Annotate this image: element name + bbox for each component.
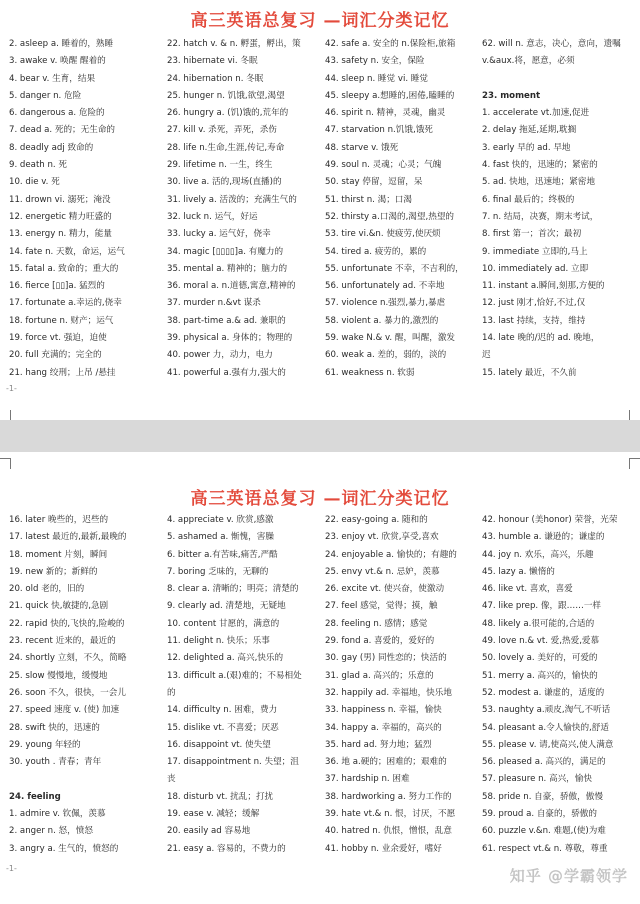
vocab-entry: 60. weak a. 差的，弱的，淡的 [325, 350, 447, 361]
vocab-entry: 12. energetic 精力旺盛的 [9, 211, 112, 222]
vocab-entry: 24. enjoyable a. 愉快的；有趣的 [325, 549, 457, 560]
vocab-entry: 52. thirsty a.口渴的,渴望,热望的 [325, 211, 455, 222]
vocab-entry: 16. later 晚些的，迟些的 [9, 515, 109, 525]
vocab-entry: 8. deadly adj 致命的 [9, 142, 94, 153]
vocab-entry: 52. modest a. 谦虚的，适度的 [482, 687, 605, 698]
vocab-entry: 12. delighted a. 高兴,快乐的 [167, 653, 284, 664]
vocab-entry: 4. bear v. 生育，结果 [9, 73, 96, 84]
vocab-entry: 24. hibernation n. 冬眠 [167, 73, 264, 84]
vocab-entry: 16. disappoint vt. 使失望 [167, 739, 271, 750]
vocab-entry: 11. delight n. 快乐；乐事 [167, 636, 270, 647]
vocab-entry: 4. fast 快的，迅速的；紧密的 [482, 160, 598, 171]
vocab-entry: 42. honour (美honor) 荣誉，光荣 [482, 515, 618, 525]
vocab-entry: 44. sleep n. 睡觉 vi. 睡觉 [325, 73, 428, 84]
vocab-entry: 50. stay 停留，逗留，呆 [325, 177, 423, 188]
word-column-1 [9, 512, 167, 858]
vocab-entry: 41. hobby n. 业余爱好，嗜好 [325, 843, 442, 854]
vocab-entry: 37. murder n.&vt 谋杀 [167, 298, 261, 309]
vocab-entry: 18. disturb vt. 扰乱；打扰 [167, 791, 274, 802]
vocab-entry: 10. die v. 死 [9, 177, 60, 188]
page-number: -1- [6, 864, 17, 873]
vocab-entry: 42. safe a. 安全的 n.保险柜,旅箱 [325, 39, 456, 49]
vocab-entry: 13. last 持续，支持，维持 [482, 315, 586, 326]
vocab-entry: 7. boring 乏味的，无聊的 [167, 566, 269, 577]
vocab-entry: 54. pleasant a.令人愉快的,舒适 [482, 722, 609, 733]
vocab-entry: 51. merry a. 高兴的，愉快的 [482, 670, 598, 681]
vocab-entry: 22. hatch v. & n. 孵蛋，孵出，策 [167, 39, 301, 49]
vocab-entry: 60. puzzle v.&n. 难题,(使)为难 [482, 826, 606, 837]
vocab-entry: 23. recent 近来的，最近的 [9, 636, 116, 647]
vocab-entry: 28. life n.生命,生涯,传记,寿命 [167, 142, 285, 153]
page-number: -1- [6, 384, 17, 393]
vocab-entry: 43. humble a. 谦逊的；谦虚的 [482, 532, 605, 543]
vocab-entry: 54. tired a. 疲劳的，累的 [325, 246, 427, 257]
vocab-entry: 46. like vt. 喜欢，喜爱 [482, 584, 573, 595]
vocab-entry: 40. power 力，动力，电力 [167, 350, 273, 361]
vocab-entry: 31. lively a. 活泼的；充满生气的 [167, 194, 297, 205]
vocab-entry: 51. thirst n. 渴；口渴 [325, 194, 412, 205]
vocab-entry: 3. awake v. 唤醒 醒着的 [9, 56, 106, 67]
vocab-entry: 5. danger n. 危险 [9, 90, 82, 101]
vocab-entry: 27. feel 感觉，觉得；摸，触 [325, 601, 438, 612]
vocab-entry: 38. hardworking a. 努力工作的 [325, 791, 452, 802]
vocab-entry: 丧 [167, 774, 176, 785]
vocab-entry: 29. lifetime n. 一生，终生 [167, 160, 273, 171]
vocab-entry: 22. rapid 快的,飞快的,险峻的 [9, 618, 125, 629]
vocab-entry: 61. weakness n. 软弱 [325, 367, 415, 378]
vocab-entry: 5. ashamed a. 惭愧，害臊 [167, 532, 274, 543]
vocab-entry: 27. speed 速度 v. (使) 加速 [9, 705, 120, 716]
vocab-entry: 35. mental a. 精神的；脑力的 [167, 263, 288, 274]
word-column-4 [482, 36, 640, 382]
vocab-entry: 45. sleepy a.想睡的,困倦,瞌睡的 [325, 90, 455, 101]
vocab-entry: 13. difficult a.(艰)难的；不易相处 [167, 670, 302, 681]
spacer [9, 771, 167, 788]
vocab-entry: 50. lovely a. 美好的，可爱的 [482, 653, 598, 664]
vocab-entry: 17. fortunate a.幸运的,侥幸 [9, 298, 122, 309]
vocab-entry: 47. starvation n.饥饿,饿死 [325, 125, 433, 136]
vocab-entry: 26. excite vt. 使兴奋，使激动 [325, 584, 445, 595]
page-2 [0, 452, 640, 904]
vocab-entry: 53. tire vi.&n. 使疲劳,使厌烦 [325, 229, 441, 240]
vocab-entry: 19. ease v. 减轻；缓解 [167, 809, 260, 820]
word-column-2 [167, 512, 325, 858]
spacer [482, 71, 640, 88]
vocab-entry: 55. please v. 请,使高兴,使人满意 [482, 739, 614, 750]
vocab-entry: 7. dead a. 死的；无生命的 [9, 125, 116, 136]
vocab-entry: 28. swift 快的，迅速的 [9, 722, 100, 733]
vocab-entry: 25. slow 慢慢地，缓慢地 [9, 670, 108, 681]
crop-mark [629, 410, 640, 420]
vocab-entry: 46. spirit n. 精神，灵魂，幽灵 [325, 108, 446, 119]
vocab-entry: 55. unfortunate 不幸，不吉利的， [325, 263, 464, 274]
vocab-entry: 15. fatal a. 致命的；重大的 [9, 263, 119, 274]
vocab-entry: 58. violent a. 暴力的,激烈的 [325, 315, 439, 326]
vocab-entry: 20. full 充满的；完全的 [9, 350, 102, 361]
vocab-entry: 35. hard ad. 努力地；猛烈 [325, 739, 432, 750]
vocab-entry: 15. dislike vt. 不喜爱；厌恶 [167, 722, 279, 733]
vocab-entry: 61. respect vt.& n. 尊敬，尊重 [482, 843, 608, 854]
vocab-entry: 62. will n. 意志，决心，意向，遗嘱 [482, 39, 621, 49]
vocab-entry: 59. proud a. 自豪的，骄傲的 [482, 809, 597, 820]
vocab-entry: 17. latest 最近的,最新,最晚的 [9, 532, 127, 543]
vocab-entry: 11. drown vi. 溺死；淹没 [9, 194, 111, 205]
vocab-entry: 36. moral a. n.道德,寓意,精神的 [167, 281, 296, 292]
vocab-entry: 39. hate vt.& n. 恨，讨厌，不愿 [325, 809, 456, 820]
vocab-entry: 30. live a. 活的,现场(直播)的 [167, 177, 282, 188]
vocab-entry: 9. death n. 死 [9, 160, 67, 171]
vocab-entry: 27. kill v. 杀死，弄死，杀伤 [167, 125, 277, 136]
section-heading: 24. feeling [9, 791, 61, 802]
vocab-entry: 45. lazy a. 懒惰的 [482, 566, 555, 577]
vocab-entry: 的 [167, 687, 176, 698]
vocab-entry: 14. late 晚的/迟的 ad. 晚地， [482, 333, 600, 344]
vocab-entry: 25. hunger n. 饥饿,欲望,渴望 [167, 90, 285, 101]
crop-mark [0, 410, 11, 420]
vocab-entry: 10. immediately ad. 立即 [482, 263, 589, 274]
word-column-2 [167, 36, 325, 382]
vocab-entry: 57. violence n.强烈,暴力,暴虐 [325, 298, 446, 309]
vocab-entry: 32. luck n. 运气，好运 [167, 211, 258, 222]
vocab-entry: 1. accelerate vt.加速,促进 [482, 108, 590, 119]
word-column-4 [482, 512, 640, 858]
vocab-entry: 29. fond a. 喜爱的，爱好的 [325, 636, 435, 647]
vocab-entry: 3. early 早的 ad. 早地 [482, 142, 571, 153]
vocab-entry: 21. quick 快,敏捷的,急剧 [9, 601, 109, 612]
vocab-entry: 48. likely a.很可能的,合适的 [482, 618, 595, 629]
vocab-entry: 36. 地 a.硬的；困难的；艰难的 [325, 757, 447, 768]
vocab-entry: 40. hatred n. 仇恨，憎恨，乱意 [325, 826, 452, 837]
vocab-entry: 38. part-time a.& ad. 兼职的 [167, 315, 286, 326]
vocab-entry: 2. delay 拖延,延期,耽搁 [482, 125, 577, 136]
vocab-entry: 44. joy n. 欢乐，高兴，乐趣 [482, 549, 594, 560]
vocab-entry: 57. pleasure n. 高兴，愉快 [482, 774, 592, 785]
vocab-entry: 8. clear a. 清晰的；明亮；清楚的 [167, 584, 299, 595]
section-heading: 23. moment [482, 90, 541, 101]
vocab-entry: 58. pride n. 自豪，骄傲，傲慢 [482, 791, 603, 802]
vocab-entry: 16. fierce [▯▯]a. 猛烈的 [9, 281, 105, 292]
vocab-entry: 26. hungry a. (饥)饿的,荒年的 [167, 108, 289, 119]
vocab-entry: 34. magic [▯▯▯▯]a. 有魔力的 [167, 246, 284, 257]
page-title: 高三英语总复习 —词汇分类记忆 [190, 11, 450, 31]
vocab-entry: 26. soon 不久，很快，一会儿 [9, 687, 126, 698]
vocab-entry: 49. love n.& vt. 爱,热爱,爱慕 [482, 636, 600, 647]
vocab-entry: 13. energy n. 精力，能量 [9, 229, 112, 240]
vocab-entry: 5. ad. 快地，迅速地；紧密地 [482, 177, 596, 188]
vocab-entry: 49. soul n. 灵魂；心灵；气魄 [325, 160, 442, 171]
vocab-entry: 56. unfortunately ad. 不幸地 [325, 281, 445, 292]
vocab-entry: 18. fortune n. 财产；运气 [9, 315, 114, 326]
vocab-entry: v.&aux.将，愿意，必须 [482, 56, 575, 67]
vocab-entry: 43. safety n. 安全，保险 [325, 56, 425, 67]
watermark: 知乎 @学霸领学 [509, 867, 628, 885]
vocab-entry: 56. pleased a. 高兴的，满足的 [482, 757, 606, 768]
vocab-entry: 7. n. 结局，决赛，期末考试， [482, 211, 599, 222]
vocab-entry: 41. powerful a.强有力,强大的 [167, 367, 286, 378]
vocab-entry: 31. glad a. 高兴的；乐意的 [325, 670, 434, 681]
vocab-entry: 3. angry a. 生气的，愤怒的 [9, 843, 119, 854]
word-column-3 [325, 36, 483, 382]
vocab-entry: 25. envy vt.& n. 忌妒，羡慕 [325, 566, 440, 577]
vocab-entry: 39. physical a. 身体的；物理的 [167, 333, 293, 344]
vocab-entry: 28. feeling n. 感情；感觉 [325, 618, 428, 629]
vocab-entry: 59. wake N.& v. 醒，叫醒，激发 [325, 333, 456, 344]
vocab-entry: 30. gay (男) 同性恋的；快活的 [325, 653, 447, 664]
vocab-entry: 30. youth . 青春；青年 [9, 757, 102, 768]
vocab-entry: 33. happiness n. 幸福，愉快 [325, 705, 442, 716]
vocab-entry: 32. happily ad. 幸福地，快乐地 [325, 687, 452, 698]
vocab-entry: 22. easy-going a. 随和的 [325, 515, 428, 525]
page-1 [0, 0, 640, 420]
crop-mark [629, 458, 640, 469]
vocab-entry: 12. just 刚才,恰好,不过,仅 [482, 298, 586, 309]
vocab-entry: 23. hibernate vi. 冬眠 [167, 56, 258, 67]
vocab-entry: 14. difficulty n. 困难，费力 [167, 705, 278, 716]
vocab-entry: 23. enjoy vt. 欣赏,享受,喜欢 [325, 532, 439, 543]
vocab-entry: 20. easily ad 容易地 [167, 826, 251, 837]
vocab-entry: 19. force vt. 强迫，迫使 [9, 333, 107, 344]
vocab-entry: 34. happy a. 幸福的，高兴的 [325, 722, 442, 733]
vocab-entry: 15. lately 最近，不久前 [482, 367, 577, 378]
vocab-entry: 21. hang 绞刑；上吊 /悬挂 [9, 367, 116, 378]
vocab-entry: 4. appreciate v. 欣赏,感激 [167, 515, 274, 525]
vocab-entry: 14. fate n. 天数，命运，运气 [9, 246, 125, 257]
vocab-entry: 17. disappointment n. 失望；沮 [167, 757, 299, 768]
vocab-entry: 6. bitter a.有苦味,痛苦,严酷 [167, 549, 278, 560]
vocab-entry: 11. instant a.瞬间,刻那,方便的 [482, 281, 605, 292]
vocab-entry: 47. like prep. 像，跟……一样 [482, 601, 602, 612]
vocab-entry: 21. easy a. 容易的，不费力的 [167, 843, 286, 854]
vocab-entry: 24. shortly 立刻，不久，简略 [9, 653, 127, 664]
crop-mark [0, 458, 11, 469]
vocab-entry: 18. moment 片刻，瞬间 [9, 549, 108, 560]
vocab-entry: 33. lucky a. 运气好，侥幸 [167, 229, 271, 240]
vocab-entry: 48. starve v. 饿死 [325, 142, 399, 153]
word-column-3 [325, 512, 483, 858]
vocab-entry: 2. asleep a. 睡着的，熟睡 [9, 39, 114, 49]
vocab-entry: 9. clearly ad. 清楚地，无疑地 [167, 601, 286, 612]
page-title: 高三英语总复习 —词汇分类记忆 [190, 489, 450, 509]
vocab-entry: 9. immediate 立即的,马上 [482, 246, 588, 257]
vocab-entry: 29. young 年轻的 [9, 739, 81, 750]
vocab-entry: 19. new 新的；新鲜的 [9, 566, 98, 577]
vocab-entry: 2. anger n. 怒，愤怒 [9, 826, 93, 837]
vocab-entry: 20. old 老的，旧的 [9, 584, 85, 595]
vocab-entry: 37. hardship n. 困难 [325, 774, 410, 785]
vocab-entry: 6. dangerous a. 危险的 [9, 108, 105, 119]
vocab-entry: 迟 [482, 350, 491, 361]
vocab-entry: 6. final 最后的；终极的 [482, 194, 575, 205]
vocab-entry: 1. admire v. 钦佩，羡慕 [9, 809, 106, 820]
vocab-entry: 8. first 第一；首次；最初 [482, 229, 582, 240]
word-column-1 [9, 36, 167, 382]
vocab-entry: 53. naughty a.顽皮,淘气,不听话 [482, 705, 611, 716]
vocab-entry: 10. content 甘愿的，满意的 [167, 618, 280, 629]
